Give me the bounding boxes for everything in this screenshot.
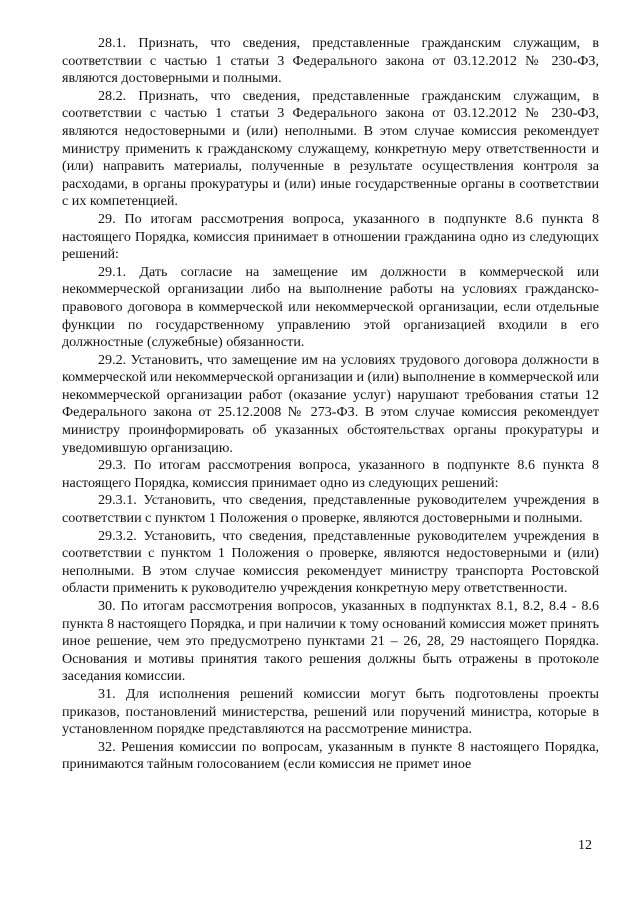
document-body bbox=[62, 35, 599, 774]
paragraph-29-3-1: 29.3.1. Установить, что сведения, представленные руководителем учреждения в соответствии с пунктом 1 Положения о проверке, являются достоверными и полными. bbox=[62, 492, 599, 527]
paragraph-28-2: 28.2. Признать, что сведения, представленные гражданским служащим, в соответствии с частью 1 статьи 3 Федерального закона от 03.12.2012 № 230-ФЗ, являются недостоверными и (или) неполными. В этом случае комиссия рекомендует министру применить к гражданскому служащему, конкретную меру ответственности и (или) направить материалы, полученные в результате осуществления контроля за расходами, в органы прокуратуры и (или) иные государственные органы в соответствии с их компетенцией. bbox=[62, 87, 599, 210]
paragraph-31: 31. Для исполнения решений комиссии могут быть подготовлены проекты приказов, постановлений министерства, решений или поручений министра, которые в установленном порядке представляются на рассмотрение министра. bbox=[62, 685, 599, 738]
paragraph-29-2: 29.2. Установить, что замещение им на условиях трудового договора должности в коммерческой или некоммерческой организации и (или) выполнение в коммерческой или некоммерческой организации работ (оказание услуг) нарушают требования статьи 12 Федерального закона от 25.12.2008 № 273-ФЗ. В этом случае комиссия рекомендует министру проинформировать об указанных обстоятельствах органы прокуратуры и уведомившую организацию. bbox=[62, 351, 599, 456]
paragraph-28-1: 28.1. Признать, что сведения, представленные гражданским служащим, в соответствии с частью 1 статьи 3 Федерального закона от 03.12.2012 № 230-ФЗ, являются достоверными и полными. bbox=[62, 35, 599, 87]
paragraph-29: 29. По итогам рассмотрения вопроса, указанного в подпункте 8.6 пункта 8 настоящего Порядка, комиссия принимает в отношении гражданина одно из следующих решений: bbox=[62, 210, 599, 263]
paragraph-29-3-2: 29.3.2. Установить, что сведения, представленные руководителем учреждения в соответствии с пунктом 1 Положения о проверке, являются недостоверными и (или) неполными. В этом случае комиссия рекомендует министру транспорта Ростовской области применить к руководителю учреждения конкретную меру ответственности. bbox=[62, 527, 599, 597]
paragraph-29-1: 29.1. Дать согласие на замещение им должности в коммерческой или некоммерческой организации либо на выполнение работы на условиях гражданско-правового договора в коммерческой или некоммерческой организации, если отдельные функции по государственному управлению этой организацией входили в его должностные (служебные) обязанности. bbox=[62, 263, 599, 351]
page-number: 12 bbox=[578, 838, 592, 853]
paragraph-32: 32. Решения комиссии по вопросам, указанным в пункте 8 настоящего Порядка, принимаются тайным голосованием (если комиссия не примет иное bbox=[62, 738, 599, 773]
paragraph-30: 30. По итогам рассмотрения вопросов, указанных в подпунктах 8.1, 8.2, 8.4 - 8.6 пункта 8 настоящего Порядка, и при наличии к тому оснований комиссия может принять иное решение, чем это предусмотрено пунктами 21 – 26, 28, 29 настоящего Порядка. Основания и мотивы принятия такого решения должны быть отражены в протоколе заседания комиссии. bbox=[62, 598, 599, 685]
paragraph-29-3: 29.3. По итогам рассмотрения вопроса, указанного в подпункте 8.6 пункта 8 настоящего Порядка, комиссия принимает одно из следующих решений: bbox=[62, 457, 599, 491]
